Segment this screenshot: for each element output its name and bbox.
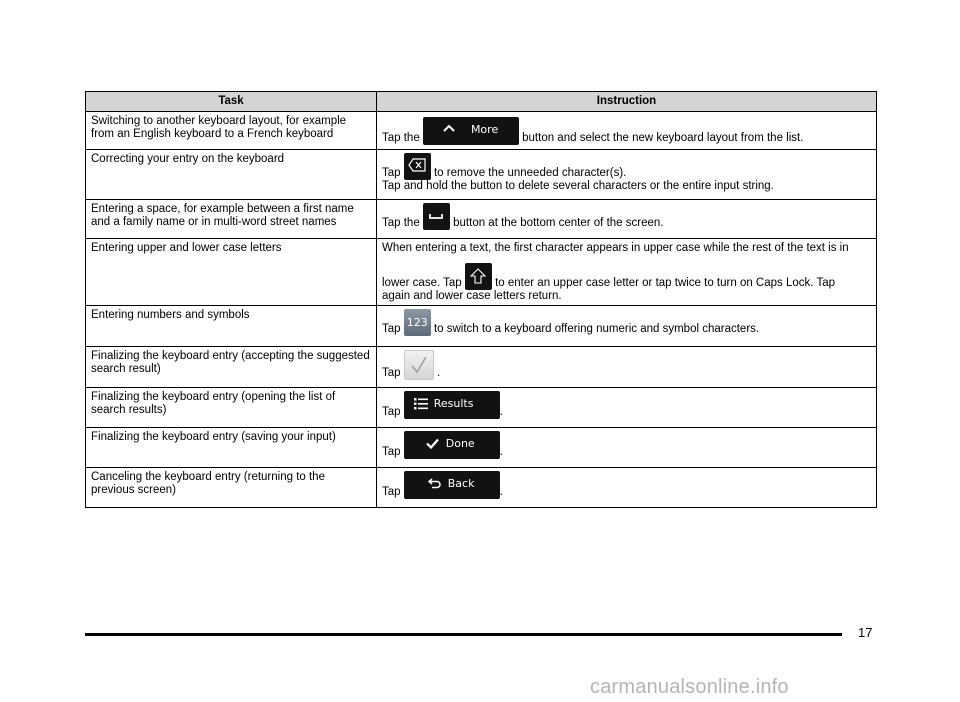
shift-button — [465, 263, 492, 290]
instruction-cell: Tap Results . — [377, 388, 877, 428]
back-button: Back — [404, 471, 500, 499]
column-header-instruction: Instruction — [377, 92, 877, 112]
task-cell: Finalizing the keyboard entry (opening the list of search results) — [86, 388, 377, 428]
checkmark-icon — [405, 355, 433, 378]
page-number: 17 — [858, 625, 873, 640]
backspace-icon — [404, 158, 431, 175]
instruction-cell: Tap to remove the unneeded character(s). Tap and hold the button to delete several characters or the entire input string. — [377, 150, 877, 200]
chevron-up-icon — [443, 122, 455, 137]
space-button — [423, 203, 450, 230]
done-button: Done — [404, 431, 500, 459]
task-cell: Finalizing the keyboard entry (saving your input) — [86, 428, 377, 468]
backspace-button — [404, 153, 431, 180]
task-cell: Correcting your entry on the keyboard — [86, 150, 377, 200]
results-button: Results — [404, 391, 500, 419]
check-icon — [426, 438, 439, 452]
numeric-keyboard-button: 123 — [404, 309, 431, 336]
instruction-cell: Tap the button at the bottom center of the screen. — [377, 200, 877, 239]
table-row — [86, 428, 877, 468]
table-header-row — [86, 92, 877, 112]
instruction-cell: Tap the More button and select the new keyboard layout from the list. — [377, 112, 877, 150]
instruction-cell: Tap Done . — [377, 428, 877, 468]
shift-arrow-icon — [465, 268, 492, 287]
table-row — [86, 388, 877, 428]
task-cell: Switching to another keyboard layout, for example from an English keyboard to a French keyboard — [86, 112, 377, 150]
instruction-cell: When entering a text, the first character appears in upper case while the rest of the text is in lower case. Tap to enter an upper case letter or tap twice to turn on Caps Lock. Tap again and lower case letters return. — [377, 239, 877, 306]
more-button: More — [423, 117, 519, 145]
table-row — [86, 150, 877, 200]
table-row — [86, 112, 877, 150]
watermark: carmanualsonline.info — [590, 676, 789, 698]
instruction-table — [85, 91, 877, 508]
table-row — [86, 306, 877, 347]
instruction-cell: Tap Back . — [377, 468, 877, 508]
task-cell: Entering upper and lower case letters — [86, 239, 377, 306]
table-row — [86, 200, 877, 239]
column-header-task: Task — [86, 92, 377, 112]
task-cell: Finalizing the keyboard entry (accepting the suggested search result) — [86, 347, 377, 388]
instruction-cell: Tap . — [377, 347, 877, 388]
list-icon — [414, 398, 428, 413]
task-cell: Canceling the keyboard entry (returning to the previous screen) — [86, 468, 377, 508]
instruction-cell: Tap 123 to switch to a keyboard offering numeric and symbol characters. — [377, 306, 877, 347]
back-arrow-icon — [428, 478, 441, 492]
accept-button — [404, 350, 434, 380]
table-row — [86, 468, 877, 508]
table-row — [86, 347, 877, 388]
space-bar-icon — [423, 208, 450, 225]
footer-rule — [85, 633, 842, 636]
table-row — [86, 239, 877, 306]
task-cell: Entering numbers and symbols — [86, 306, 377, 347]
task-cell: Entering a space, for example between a first name and a family name or in multi-word street names — [86, 200, 377, 239]
